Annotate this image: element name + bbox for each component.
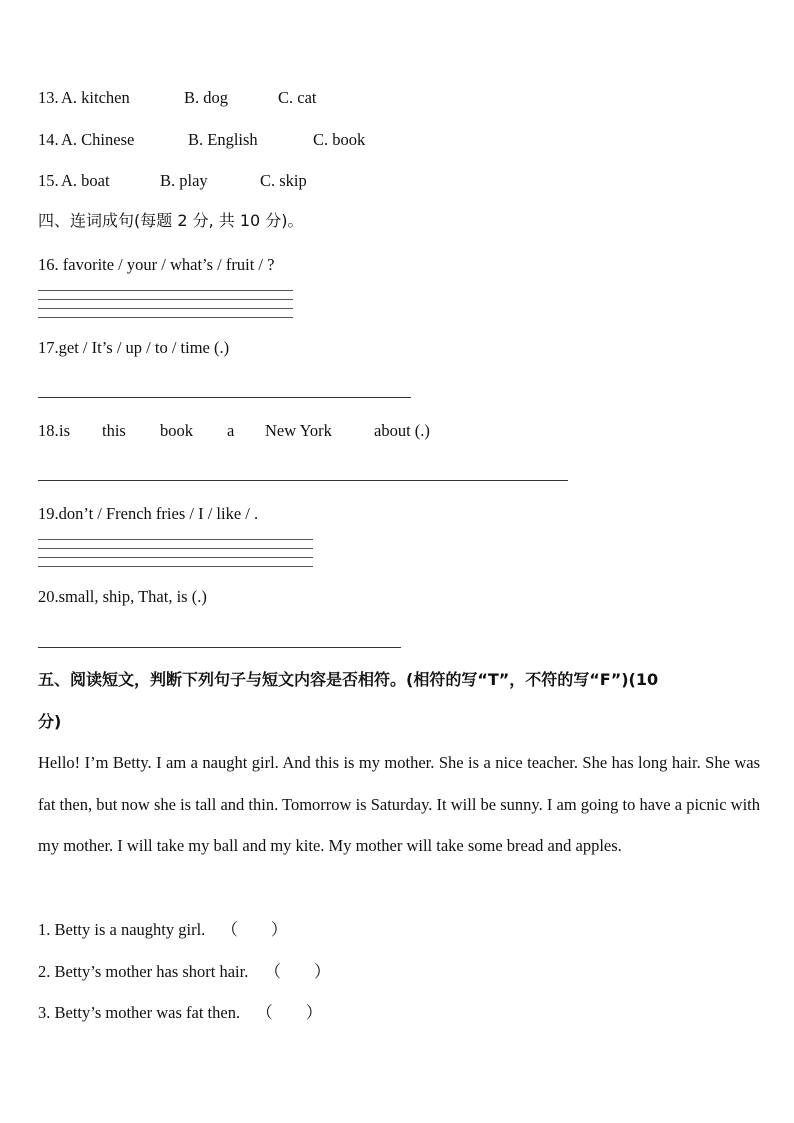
answer-line bbox=[38, 397, 411, 398]
answer-blank[interactable]: （ ） bbox=[221, 920, 288, 939]
true-false-item bbox=[38, 920, 287, 940]
four-line-writing-grid bbox=[38, 290, 293, 326]
reading-passage: Hello! I’m Betty. I am a naught girl. And this is my mother. She is a nice teacher. She has long hair. She was fat then, but now she is tall and thin. Tomorrow is Saturday. It will be sunny. I am going to have a picnic with my mother. I will take my ball and my kite. My mother will take some bread and apples. bbox=[38, 753, 760, 855]
four-line-writing-grid bbox=[38, 539, 313, 575]
answer-line bbox=[38, 647, 401, 648]
question-20: 20.small, ship, That, is (.) bbox=[38, 587, 207, 606]
word: is bbox=[59, 421, 71, 440]
word: this bbox=[102, 421, 126, 440]
option-c: C. book bbox=[313, 130, 366, 149]
question-17: 17.get / It’s / up / to / time (.) bbox=[38, 338, 230, 357]
statement: 2. Betty’s mother has short hair. bbox=[38, 962, 249, 981]
option-a: A. kitchen bbox=[61, 88, 130, 107]
word: New York bbox=[265, 421, 332, 440]
word: book bbox=[160, 421, 193, 440]
question-number: 14. bbox=[38, 130, 59, 149]
question-number: 13. bbox=[38, 88, 59, 107]
option-c: C. cat bbox=[278, 88, 317, 107]
question-16: 16. favorite / your / what’s / fruit / ? bbox=[38, 255, 275, 274]
question-number: 15. bbox=[38, 171, 59, 190]
option-a: A. boat bbox=[61, 171, 110, 190]
section-5-title: 五、阅读短文，判断下列句子与短文内容是否相符。(相符的写“T”，不符的写“F”)(10 bbox=[38, 670, 659, 689]
question-19: 19.don’t / French fries / I / like / . bbox=[38, 504, 259, 523]
word: a bbox=[227, 421, 235, 440]
question-number: 18. bbox=[38, 421, 59, 440]
option-b: B. English bbox=[188, 130, 258, 149]
answer-blank[interactable]: （ ） bbox=[256, 1003, 323, 1022]
option-b: B. dog bbox=[184, 88, 229, 107]
section-5-title-continued: 分) bbox=[38, 712, 62, 731]
word: about (.) bbox=[374, 421, 430, 440]
statement: 3. Betty’s mother was fat then. bbox=[38, 1003, 241, 1022]
statement: 1. Betty is a naughty girl. bbox=[38, 920, 206, 939]
option-c: C. skip bbox=[260, 171, 307, 190]
true-false-item bbox=[38, 962, 330, 982]
option-b: B. play bbox=[160, 171, 208, 190]
answer-line bbox=[38, 480, 568, 481]
true-false-item bbox=[38, 1003, 322, 1023]
answer-blank[interactable]: （ ） bbox=[264, 962, 331, 981]
option-a: A. Chinese bbox=[61, 130, 135, 149]
section-4-title: 四、连词成句(每题 2 分, 共 10 分)。 bbox=[38, 211, 304, 230]
